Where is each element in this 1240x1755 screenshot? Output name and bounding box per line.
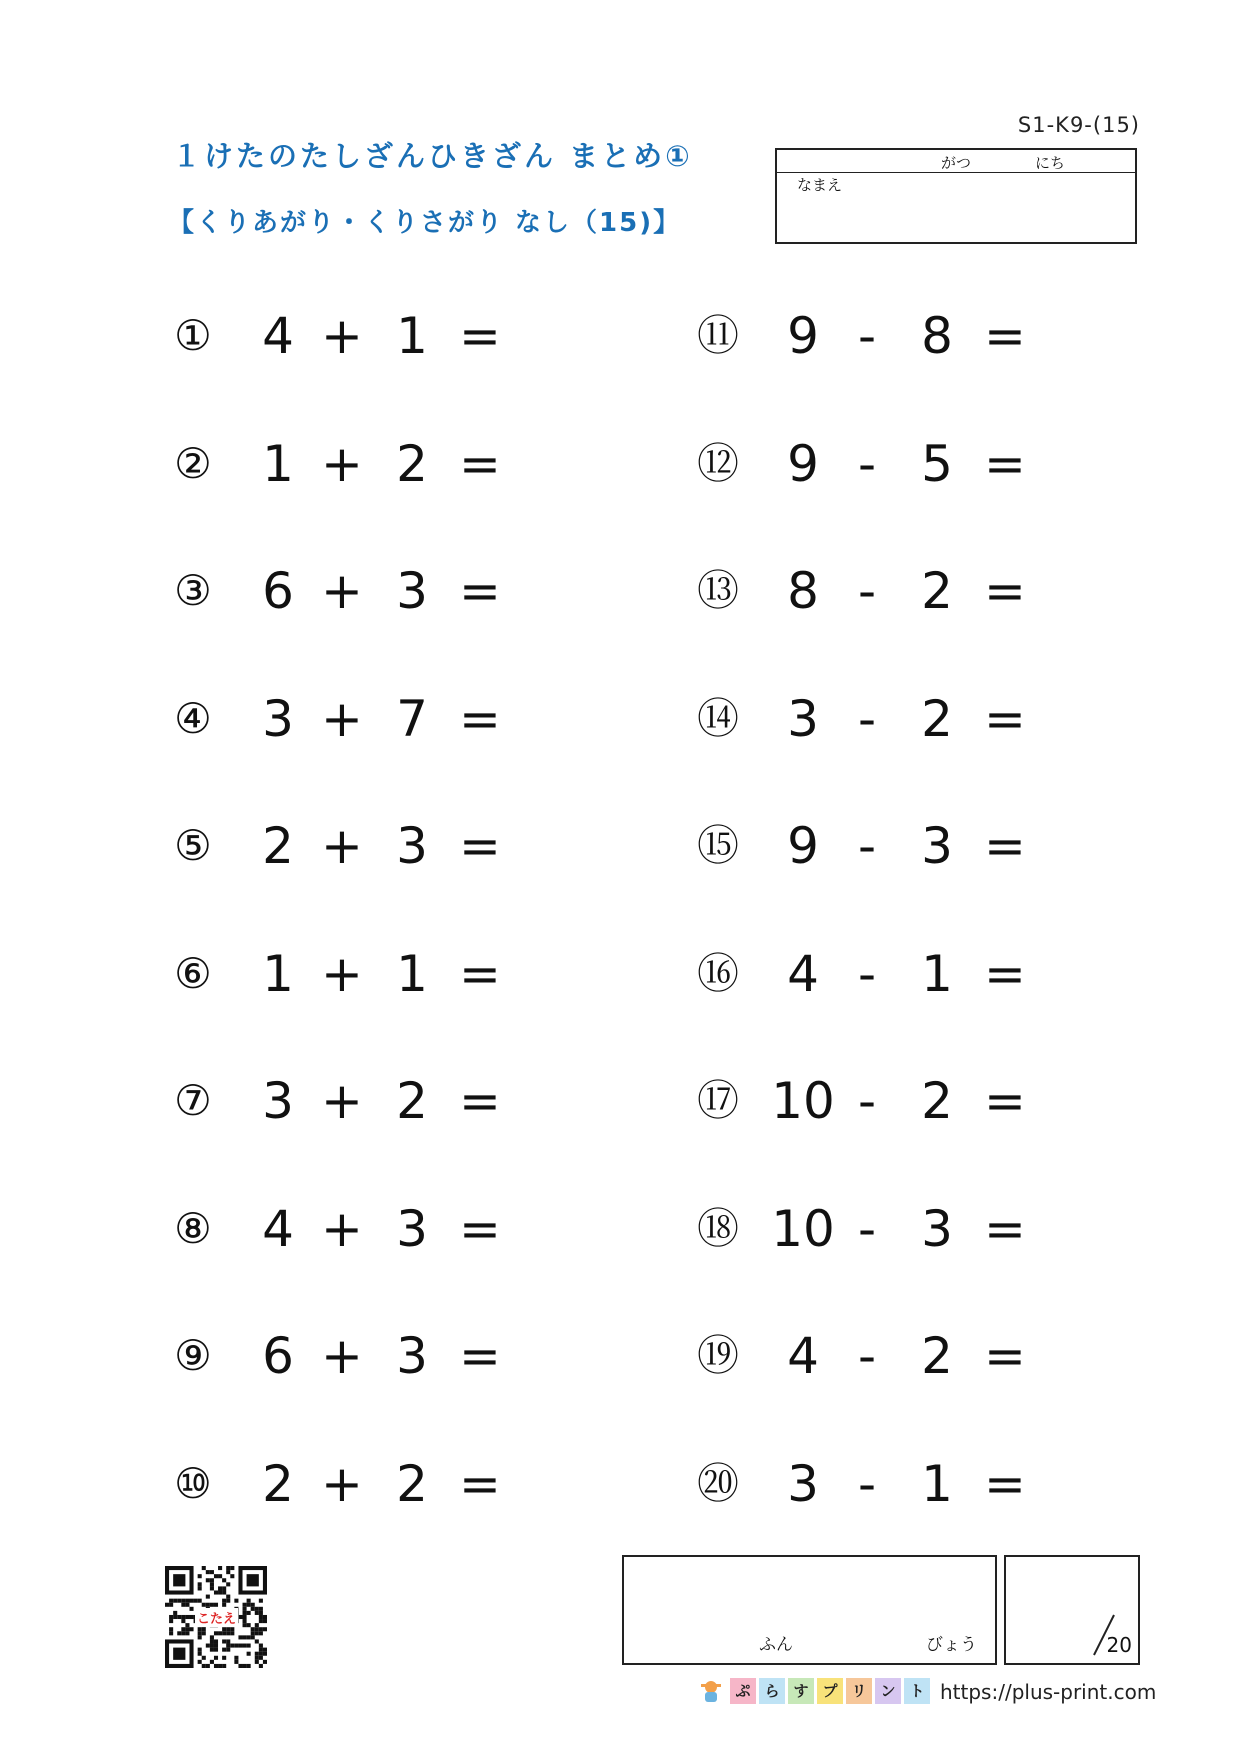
- problem-row: [165, 1454, 525, 1514]
- problem-equals: =: [459, 1072, 501, 1130]
- problem-number: ⑧: [174, 1203, 212, 1253]
- worksheet-subtitle: 【くりあがり・くりさがり なし（15)】: [168, 208, 682, 238]
- problem-operator: -: [857, 562, 877, 620]
- problem-row: [165, 306, 525, 366]
- problem-number: ⑳: [696, 1458, 739, 1508]
- problem-row: [165, 1071, 525, 1131]
- problem-equals: =: [984, 1327, 1026, 1385]
- problem-operand-b: 1: [921, 1454, 953, 1513]
- brand-chips: [730, 1678, 933, 1704]
- problem-operand-b: 2: [921, 1072, 953, 1130]
- problem-operator: +: [321, 944, 363, 1003]
- problem-operator: +: [321, 1454, 363, 1513]
- problem-number: ⑨: [174, 1331, 212, 1380]
- problem-operator: +: [321, 1072, 363, 1130]
- problem-operand-b: 3: [396, 562, 428, 620]
- problem-operand-b: 3: [396, 817, 428, 875]
- problem-number: ⑦: [174, 1076, 212, 1125]
- problem-equals: =: [459, 307, 501, 365]
- problem-number: ⑩: [174, 1458, 212, 1508]
- problem-operand-b: 2: [921, 562, 953, 620]
- problem-operand-b: 7: [396, 689, 428, 748]
- minutes-label: ふん: [759, 1635, 793, 1655]
- problem-row: [690, 1071, 1050, 1131]
- worksheet-title: １けたのたしざんひきざん まとめ①: [172, 139, 693, 173]
- problem-row: [690, 434, 1050, 494]
- problem-number: ⑫: [696, 438, 739, 488]
- problem-number: ⑥: [174, 948, 212, 998]
- problem-row: [165, 1199, 525, 1259]
- problem-operand-a: 9: [787, 307, 819, 365]
- problem-operand-a: 1: [262, 434, 294, 493]
- problem-equals: =: [459, 1199, 501, 1258]
- problem-operand-b: 2: [921, 1327, 953, 1385]
- problem-number: ⑲: [696, 1331, 739, 1380]
- problem-row: [690, 1326, 1050, 1386]
- problem-row: [690, 561, 1050, 621]
- worksheet-code: S1-K9-(15): [1017, 113, 1140, 137]
- problem-operand-b: 1: [921, 944, 953, 1003]
- problem-operand-b: 1: [396, 944, 428, 1003]
- score-box[interactable]: [1004, 1555, 1140, 1665]
- problem-operand-b: 5: [921, 434, 953, 493]
- problem-operator: +: [321, 1327, 363, 1385]
- score-total: 20: [1106, 1633, 1132, 1657]
- problem-number: ⑬: [696, 566, 739, 615]
- problem-operator: -: [857, 1072, 877, 1130]
- problem-equals: =: [984, 307, 1026, 365]
- problem-operand-a: 10: [771, 1199, 835, 1258]
- brand-url[interactable]: https://plus-print.com: [940, 1680, 1157, 1704]
- problem-operand-a: 3: [262, 689, 294, 748]
- problem-operator: -: [857, 689, 877, 748]
- brand-chip: ら: [759, 1678, 785, 1704]
- problem-row: [165, 434, 525, 494]
- problem-equals: =: [459, 562, 501, 620]
- date-row: [777, 150, 1135, 173]
- problem-number: ⑱: [696, 1203, 739, 1253]
- problem-number: ①: [174, 311, 212, 360]
- problem-operand-a: 9: [787, 434, 819, 493]
- problem-row: [690, 944, 1050, 1004]
- brand-chip: リ: [846, 1678, 872, 1704]
- problem-operator: +: [321, 434, 363, 493]
- problem-number: ⑰: [696, 1076, 739, 1125]
- mascot-icon: [698, 1678, 724, 1704]
- brand-chip: す: [788, 1678, 814, 1704]
- time-box[interactable]: [622, 1555, 997, 1665]
- problem-operator: -: [857, 307, 877, 365]
- problem-row: [690, 1454, 1050, 1514]
- problem-operand-b: 3: [921, 1199, 953, 1258]
- problem-operand-b: 8: [921, 307, 953, 365]
- problem-operand-a: 2: [262, 1454, 294, 1513]
- problem-number: ④: [174, 693, 212, 743]
- problem-row: [165, 944, 525, 1004]
- problem-number: ⑯: [696, 948, 739, 998]
- problem-equals: =: [459, 817, 501, 875]
- problem-operator: -: [857, 1327, 877, 1385]
- problem-operand-a: 2: [262, 817, 294, 875]
- problem-operator: +: [321, 817, 363, 875]
- problem-number: ⑪: [696, 311, 739, 360]
- problem-operand-b: 2: [396, 1072, 428, 1130]
- problem-operand-a: 6: [262, 1327, 294, 1385]
- problem-operator: +: [321, 689, 363, 748]
- problem-equals: =: [459, 944, 501, 1003]
- problem-row: [165, 689, 525, 749]
- problem-equals: =: [984, 817, 1026, 875]
- problem-operand-b: 2: [396, 1454, 428, 1513]
- problem-row: [690, 1199, 1050, 1259]
- problem-operator: +: [321, 307, 363, 365]
- problem-equals: =: [984, 434, 1026, 493]
- name-box[interactable]: [775, 148, 1137, 244]
- name-label: なまえ: [797, 176, 843, 194]
- problem-row: [165, 1326, 525, 1386]
- problem-operand-b: 2: [921, 689, 953, 748]
- problem-row: [690, 689, 1050, 749]
- brand-chip: ト: [904, 1678, 930, 1704]
- problem-operand-b: 2: [396, 434, 428, 493]
- problem-operand-a: 9: [787, 817, 819, 875]
- problem-operator: -: [857, 1199, 877, 1258]
- problem-operand-a: 4: [787, 944, 819, 1003]
- brand-logo: [698, 1676, 933, 1706]
- problem-operand-a: 4: [262, 1199, 294, 1258]
- problem-equals: =: [984, 1072, 1026, 1130]
- problem-equals: =: [459, 1327, 501, 1385]
- problem-operand-b: 3: [396, 1327, 428, 1385]
- problem-operand-a: 4: [262, 307, 294, 365]
- problem-equals: =: [984, 1199, 1026, 1258]
- problem-equals: =: [459, 689, 501, 748]
- problem-operator: +: [321, 1199, 363, 1258]
- brand-chip: ン: [875, 1678, 901, 1704]
- problem-equals: =: [984, 944, 1026, 1003]
- problem-operator: -: [857, 817, 877, 875]
- problem-number: ②: [174, 438, 212, 488]
- seconds-label: びょう: [926, 1635, 977, 1655]
- problem-number: ⑤: [174, 821, 212, 870]
- problem-operand-b: 1: [396, 307, 428, 365]
- problem-operand-a: 6: [262, 562, 294, 620]
- problem-operator: -: [857, 434, 877, 493]
- problem-operator: -: [857, 944, 877, 1003]
- problem-row: [690, 306, 1050, 366]
- problem-operand-a: 8: [787, 562, 819, 620]
- problem-equals: =: [459, 434, 501, 493]
- brand-chip: プ: [817, 1678, 843, 1704]
- problem-row: [165, 816, 525, 876]
- day-label: にち: [1035, 154, 1066, 172]
- problem-number: ⑭: [696, 693, 739, 743]
- problem-operand-a: 3: [787, 689, 819, 748]
- brand-chip: ぷ: [730, 1678, 756, 1704]
- problem-operand-a: 3: [262, 1072, 294, 1130]
- problem-equals: =: [459, 1454, 501, 1513]
- problem-equals: =: [984, 689, 1026, 748]
- problem-operand-a: 4: [787, 1327, 819, 1385]
- problem-operand-a: 1: [262, 944, 294, 1003]
- problem-operand-a: 10: [771, 1072, 835, 1130]
- problem-equals: =: [984, 1454, 1026, 1513]
- problem-number: ⑮: [696, 821, 739, 870]
- problem-operand-b: 3: [396, 1199, 428, 1258]
- qr-answer-label: こたえ: [195, 1608, 238, 1627]
- problem-row: [690, 816, 1050, 876]
- problem-row: [165, 561, 525, 621]
- problem-number: ③: [174, 566, 212, 615]
- problem-operand-a: 3: [787, 1454, 819, 1513]
- problem-operand-b: 3: [921, 817, 953, 875]
- problem-equals: =: [984, 562, 1026, 620]
- month-label: がつ: [941, 154, 972, 172]
- problem-operator: +: [321, 562, 363, 620]
- problem-operator: -: [857, 1454, 877, 1513]
